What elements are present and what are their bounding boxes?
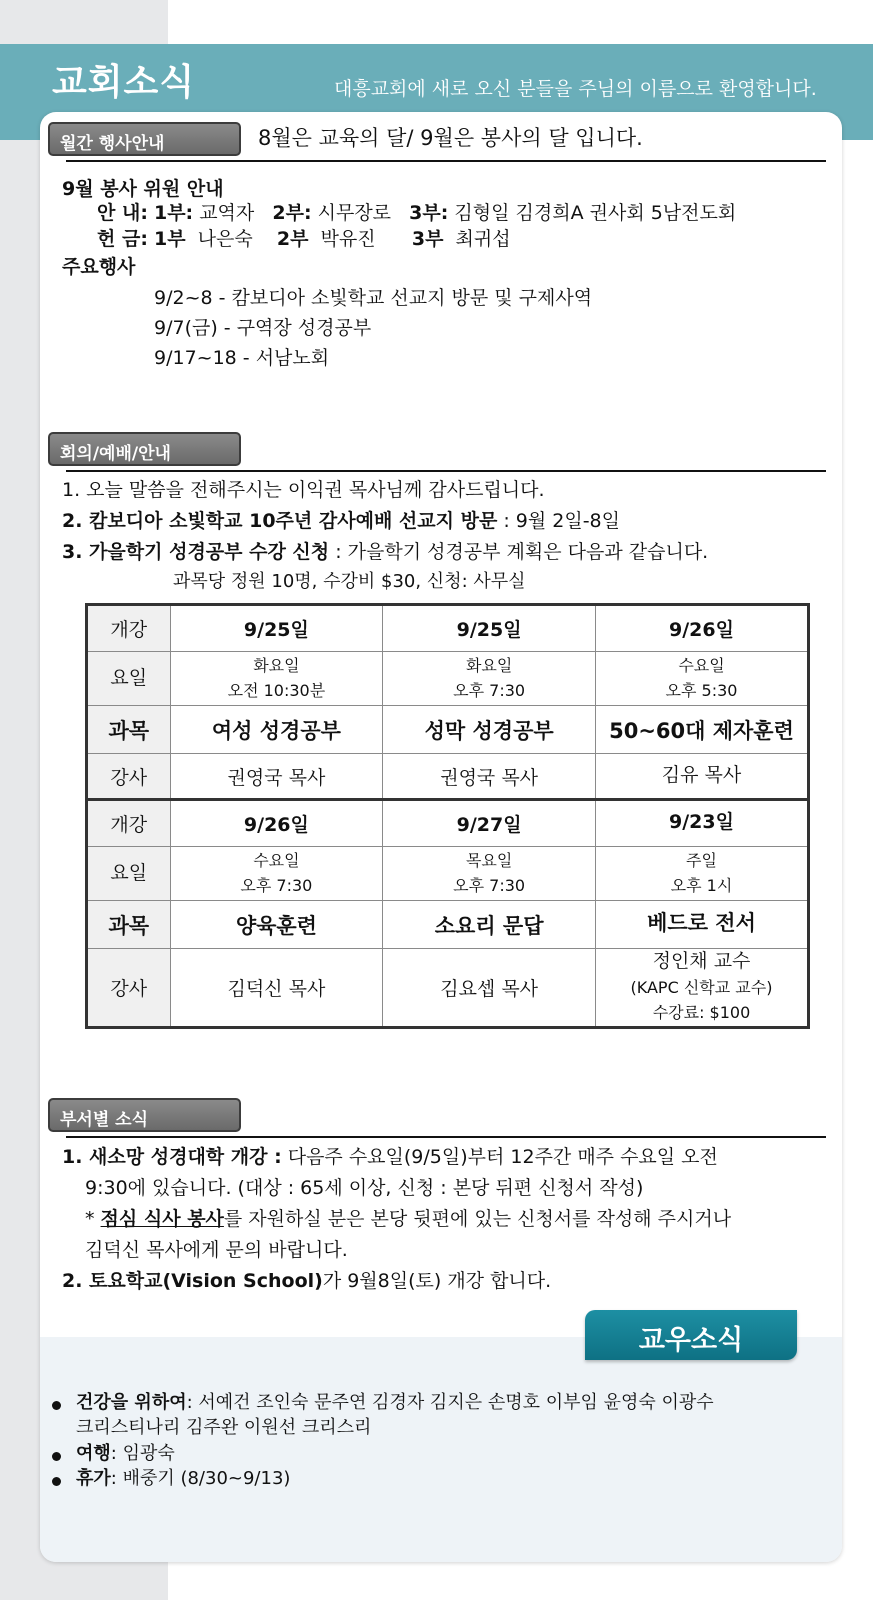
row-header: 개강 bbox=[87, 605, 171, 652]
row-header: 요일 bbox=[87, 652, 171, 706]
table-cell: 화요일 오후 7:30 bbox=[383, 652, 596, 706]
table-cell: 권영국 목사 bbox=[170, 754, 383, 800]
row-header: 과목 bbox=[87, 706, 171, 754]
table-cell: 김요셉 목사 bbox=[383, 949, 596, 1028]
dept-note: * 점심 식사 봉사를 자원하실 분은 본당 뒷편에 있는 신청서를 작성해 주시거나 bbox=[85, 1208, 732, 1230]
page-title: 교회소식 bbox=[52, 62, 196, 103]
row-header: 개강 bbox=[87, 800, 171, 847]
table-cell: 50~60대 제자훈련 bbox=[596, 706, 809, 754]
dept-item-1: 1. 새소망 성경대학 개강 : 다음주 수요일(9/5일)부터 12주간 매주 수요일 오전 bbox=[62, 1146, 718, 1168]
section-rule bbox=[66, 1136, 826, 1138]
row-header: 요일 bbox=[87, 847, 171, 901]
event-item: 9/2~8 - 캄보디아 소빛학교 선교지 방문 및 구제사역 bbox=[154, 287, 593, 309]
offering-line: 헌 금: 1부 나은숙 2부 박유진 3부 최귀섭 bbox=[97, 228, 511, 250]
table-cell: 9/26일 bbox=[170, 800, 383, 847]
event-item: 9/17~18 - 서남노회 bbox=[154, 347, 330, 369]
events-title: 주요행사 bbox=[62, 256, 136, 278]
table-cell: 소요리 문답 bbox=[383, 901, 596, 949]
dept-note-line2: 김덕신 목사에게 문의 바랍니다. bbox=[85, 1239, 348, 1261]
row-header: 강사 bbox=[87, 754, 171, 800]
table-cell: 9/25일 bbox=[383, 605, 596, 652]
table-cell: 수요일 오후 7:30 bbox=[170, 847, 383, 901]
table-row bbox=[87, 901, 809, 949]
vacation-line: 휴가: 배중기 (8/30~9/13) bbox=[76, 1468, 291, 1489]
section-rule bbox=[66, 160, 826, 162]
table-cell: 권영국 목사 bbox=[383, 754, 596, 800]
row-header: 강사 bbox=[87, 949, 171, 1028]
health-line-2: 크리스티나리 김주완 이원선 크리스리 bbox=[76, 1417, 372, 1438]
table-row bbox=[87, 847, 809, 901]
table-cell: 9/25일 bbox=[170, 605, 383, 652]
schedule-table bbox=[85, 603, 810, 1029]
health-line: 건강을 위하여: 서예건 조인숙 문주연 김경자 김지은 손명호 이부임 윤영숙 이광수 bbox=[76, 1392, 714, 1413]
event-item: 9/7(금) - 구역장 성경공부 bbox=[154, 317, 372, 339]
monthly-events-tab: 월간 행사안내 bbox=[48, 122, 241, 156]
table-row bbox=[87, 754, 809, 800]
bullet-icon bbox=[52, 1452, 61, 1461]
travel-line: 여행: 임광숙 bbox=[76, 1443, 175, 1464]
table-cell: 양육훈련 bbox=[170, 901, 383, 949]
bullet-icon bbox=[52, 1401, 61, 1410]
ushers-line: 안 내: 1부: 교역자 2부: 시무장로 3부: 김형일 김경희A 권사회 5남전도회 bbox=[97, 202, 737, 224]
table-cell: 여성 성경공부 bbox=[170, 706, 383, 754]
dept-news-tab: 부서별 소식 bbox=[48, 1098, 241, 1132]
meeting-item-1: 1. 오늘 말씀을 전해주시는 이익권 목사님께 감사드립니다. bbox=[62, 479, 545, 501]
bulletin-card bbox=[40, 112, 842, 1562]
row-header: 과목 bbox=[87, 901, 171, 949]
dept-item-1-line2: 9:30에 있습니다. (대상 : 65세 이상, 신청 : 본당 뒤편 신청서 작성) bbox=[85, 1177, 644, 1199]
table-cell: 수요일 오후 5:30 bbox=[596, 652, 809, 706]
service-title: 9월 봉사 위원 안내 bbox=[62, 178, 224, 200]
table-cell: 김덕신 목사 bbox=[170, 949, 383, 1028]
meeting-tab: 회의/예배/안내 bbox=[48, 432, 241, 466]
table-row bbox=[87, 652, 809, 706]
welcome-message: 대흥교회에 새로 오신 분들을 주님의 이름으로 환영합니다. bbox=[334, 78, 817, 100]
table-cell: 성막 성경공부 bbox=[383, 706, 596, 754]
monthly-headline: 8월은 교육의 달/ 9월은 봉사의 달 입니다. bbox=[258, 126, 643, 150]
section-rule bbox=[66, 470, 826, 472]
table-row bbox=[87, 800, 809, 847]
table-cell: 화요일 오전 10:30분 bbox=[170, 652, 383, 706]
dept-item-2: 2. 토요학교(Vision School)가 9월8일(토) 개강 합니다. bbox=[62, 1270, 552, 1292]
table-cell: 베드로 전서 bbox=[596, 901, 809, 949]
table-row bbox=[87, 706, 809, 754]
table-cell: 김유 목사 bbox=[596, 754, 809, 800]
meeting-item-2: 2. 캄보디아 소빛학교 10주년 감사예배 선교지 방문 : 9월 2일-8일 bbox=[62, 510, 621, 532]
members-news-tab: 교우소식 bbox=[585, 1310, 797, 1360]
table-cell: 목요일 오후 7:30 bbox=[383, 847, 596, 901]
table-cell: 정인채 교수 (KAPC 신학교 교수) 수강료: $100 bbox=[596, 949, 809, 1028]
table-cell: 9/27일 bbox=[383, 800, 596, 847]
meeting-item-3: 3. 가을학기 성경공부 수강 신청 : 가을학기 성경공부 계획은 다음과 같습니다. bbox=[62, 541, 709, 563]
table-cell: 9/26일 bbox=[596, 605, 809, 652]
table-row bbox=[87, 605, 809, 652]
table-cell: 9/23일 bbox=[596, 800, 809, 847]
table-row bbox=[87, 949, 809, 1028]
meeting-item-3-sub: 과목당 정원 10명, 수강비 $30, 신청: 사무실 bbox=[173, 571, 526, 592]
bullet-icon bbox=[52, 1477, 61, 1486]
table-cell: 주일 오후 1시 bbox=[596, 847, 809, 901]
